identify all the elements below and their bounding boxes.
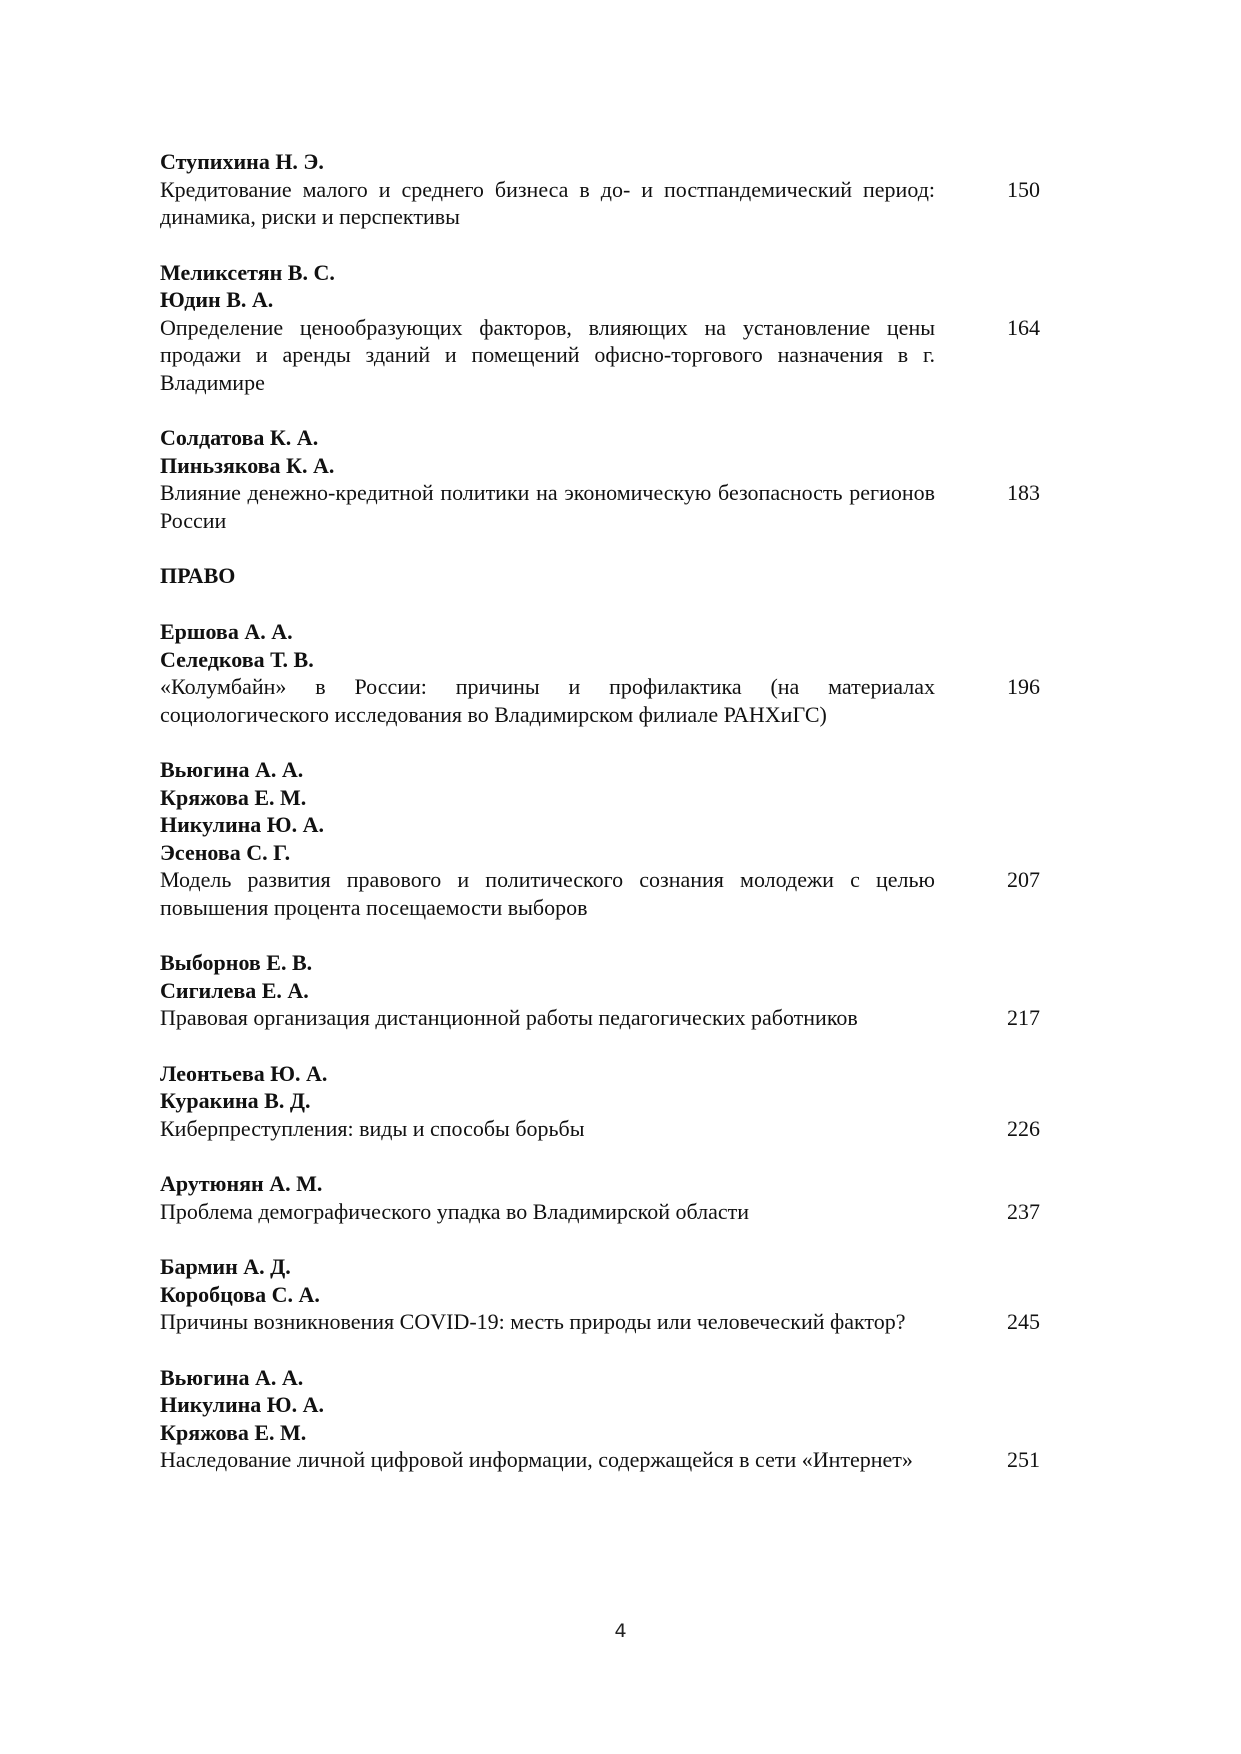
entry-authors [160, 424, 1040, 479]
entry-title: Модель развития правового и политического сознания молодежи с целью повышения процента посещаемости выборов [160, 867, 935, 920]
entry-title-row [160, 1308, 1040, 1336]
author-name: Вьюгина А. А. [160, 1364, 304, 1390]
entry-authors [160, 1253, 1040, 1308]
entry-page-number: 226 [1007, 1115, 1040, 1141]
entry-authors [160, 1060, 1040, 1115]
entry-title: Проблема демографического упадка во Владимирской области [160, 1198, 750, 1224]
author-name: Арутюнян А. М. [160, 1171, 323, 1196]
page-number: 4 [614, 1620, 627, 1642]
entry-page-number: 251 [1007, 1447, 1040, 1472]
entry-authors [160, 949, 1040, 1004]
toc-entry [160, 424, 1040, 534]
toc-entry [160, 148, 1040, 231]
entry-page-number: 183 [1007, 480, 1040, 505]
entry-authors [160, 756, 1040, 866]
entry-title: «Колумбайн» в России: причины и профилактика (на материалах социологического исследования во Владимирском филиале РАНХиГС) [160, 674, 935, 727]
entry-page-number: 164 [1007, 314, 1040, 340]
author-name: Выборнов Е. В. [160, 950, 313, 975]
author-name: Солдатова К. А. [160, 425, 319, 450]
entry-title-row [160, 673, 1040, 728]
toc-entry [160, 756, 1040, 921]
entry-title: Кредитование малого и среднего бизнеса в до- и постпандемический период: динамика, риски и перспективы [160, 176, 935, 229]
author-name: Коробцова С. А. [160, 1281, 320, 1307]
toc-entries-law [160, 618, 1040, 1474]
entry-authors [160, 1170, 1040, 1198]
author-name: Селедкова Т. В. [160, 646, 314, 672]
author-name: Никулина Ю. А. [160, 1392, 324, 1417]
author-name: Бармин А. Д. [160, 1254, 291, 1279]
author-name: Куракина В. Д. [160, 1088, 311, 1113]
entry-title-row [160, 314, 1040, 397]
entry-title-row [160, 1446, 1040, 1474]
author-name: Кряжова Е. М. [160, 1419, 307, 1445]
entry-title-row [160, 1198, 1040, 1226]
entry-authors [160, 148, 1040, 176]
author-name: Юдин В. А. [160, 287, 274, 312]
entry-title-row [160, 176, 1040, 231]
entry-title: Причины возникновения COVID-19: месть природы или человеческий фактор? [160, 1309, 906, 1334]
entry-title: Определение ценообразующих факторов, влияющих на установление цены продажи и аренды зданий и помещений офисно-торгового назначения в г. Владимире [160, 314, 935, 395]
entry-page-number: 217 [1007, 1005, 1040, 1030]
toc-entries-economics [160, 148, 1040, 534]
entry-authors [160, 1364, 1040, 1447]
section-heading-law: ПРАВО [160, 563, 236, 588]
entry-title-row [160, 1115, 1040, 1143]
toc-entry [160, 1364, 1040, 1474]
entry-authors [160, 259, 1040, 314]
entry-title: Влияние денежно-кредитной политики на экономическую безопасность регионов России [160, 480, 935, 533]
author-name: Ершова А. А. [160, 619, 293, 644]
author-name: Леонтьева Ю. А. [160, 1060, 328, 1086]
entry-title-row [160, 1004, 1040, 1032]
entry-page-number: 237 [1007, 1198, 1040, 1224]
toc-entry [160, 949, 1040, 1032]
author-name: Никулина Ю. А. [160, 812, 324, 837]
toc-entry [160, 1060, 1040, 1143]
toc-entry [160, 618, 1040, 728]
entry-page-number: 207 [1007, 867, 1040, 892]
entry-title-row [160, 866, 1040, 921]
author-name: Вьюгина А. А. [160, 757, 304, 782]
toc-entry [160, 259, 1040, 397]
author-name: Меликсетян В. С. [160, 259, 335, 285]
table-of-contents [160, 148, 1040, 1502]
entry-title-row [160, 479, 1040, 534]
entry-page-number: 196 [1007, 674, 1040, 699]
author-name: Эсенова С. Г. [160, 839, 291, 865]
entry-title: Наследование личной цифровой информации, содержащейся в сети «Интернет» [160, 1447, 913, 1472]
author-name: Ступихина Н. Э. [160, 149, 324, 174]
entry-title: Киберпреступления: виды и способы борьбы [160, 1115, 585, 1141]
entry-page-number: 150 [1007, 176, 1040, 202]
toc-entry [160, 1253, 1040, 1336]
author-name: Кряжова Е. М. [160, 784, 307, 810]
entry-page-number: 245 [1007, 1309, 1040, 1334]
toc-entry [160, 1170, 1040, 1225]
author-name: Пиньзякова К. А. [160, 452, 335, 478]
entry-title: Правовая организация дистанционной работы педагогических работников [160, 1005, 858, 1030]
entry-authors [160, 618, 1040, 673]
author-name: Сигилева Е. А. [160, 977, 309, 1003]
